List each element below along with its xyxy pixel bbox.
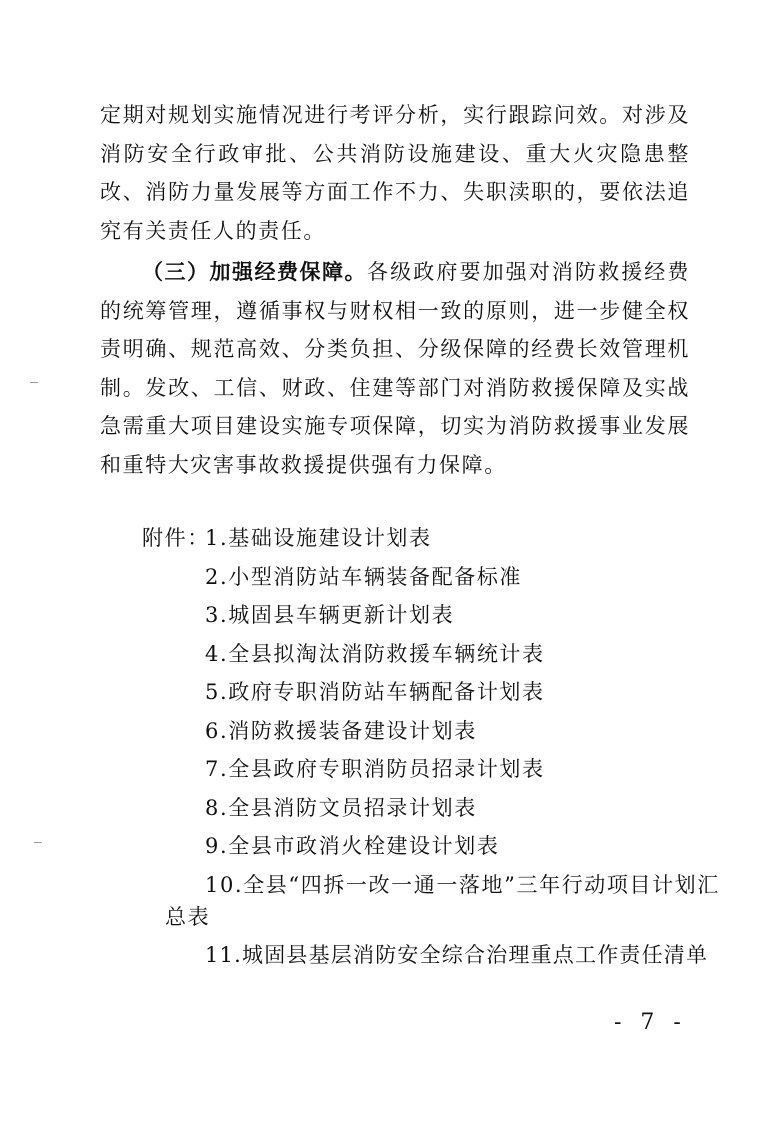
scan-mark: [30, 382, 38, 383]
attachment-item: 6.消防救援装备建设计划表: [205, 718, 477, 743]
attachment-item: 2.小型消防站车辆装备配备标准: [205, 564, 523, 589]
paragraph-funding: [100, 253, 690, 484]
paragraph-funding-body: 各级政府要加强对消防救援经费的统筹管理，遵循事权与财权相一致的原则，进一步健全权责明确、规范高效、分类负担、分级保障的经费长效管理机制。发改、工信、财政、住建等部门对消防救援保障及实战急需重大项目建设实施专项保障，切实为消防救援事业发展和重特大灾害事故救援提供强有力保障。: [100, 260, 690, 477]
attachment-item: 4.全县拟淘汰消防救援车辆统计表: [205, 641, 545, 666]
attachment-item: 11.城固县基层消防安全综合治理重点工作责任清单: [205, 943, 709, 967]
attachments-label: 附件：: [142, 526, 210, 550]
attachment-item: 10.全县“四拆一改一通一落地”三年行动项目计划汇: [205, 872, 720, 897]
attachment-item: 1.基础设施建设计划表: [205, 526, 432, 550]
scan-mark: [34, 842, 42, 843]
paragraph-accountability: 定期对规划实施情况进行考评分析，实行跟踪问效。对涉及消防安全行政审批、公共消防设施建设、重大火灾隐患整改、消防力量发展等方面工作不力、失职渎职的，要依法追究有关责任人的责任。: [100, 103, 690, 243]
attachment-item: 3.城固县车辆更新计划表: [205, 603, 455, 627]
attachments-list: [205, 519, 720, 904]
attachment-item: 5.政府专职消防站车辆配备计划表: [205, 680, 545, 704]
attachment-item: 9.全县市政消火栓建设计划表: [205, 834, 500, 858]
section-heading-funding: （三）加强经费保障。: [142, 259, 368, 284]
attachment-item-continuation: 总表: [165, 905, 211, 929]
page-number: - 7 -: [614, 1010, 687, 1035]
attachment-item: 7.全县政府专职消防员招录计划表: [205, 757, 545, 781]
attachment-item: 8.全县消防文员招录计划表: [205, 795, 477, 820]
